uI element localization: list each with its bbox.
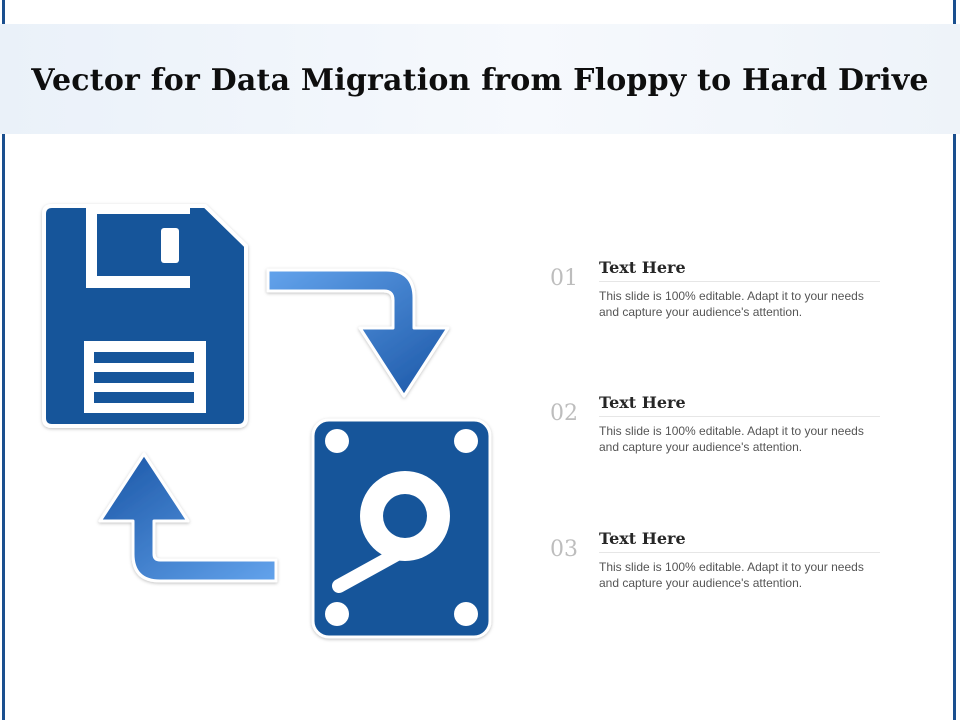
item-heading: Text Here	[599, 258, 686, 277]
item-description: This slide is 100% editable. Adapt it to your needs and capture your audience's attention.	[599, 560, 864, 590]
item-description: This slide is 100% editable. Adapt it to your needs and capture your audience's attention.	[599, 424, 864, 454]
item-number: 02	[550, 401, 578, 426]
item-number: 03	[550, 537, 578, 562]
item-number: 01	[550, 266, 578, 291]
hard-drive-icon	[313, 420, 490, 637]
item-heading: Text Here	[599, 393, 686, 412]
item-heading: Text Here	[599, 529, 686, 548]
floppy-disk-icon	[44, 206, 246, 426]
item-description: This slide is 100% editable. Adapt it to your needs and capture your audience's attention.	[599, 289, 864, 319]
item-divider	[599, 552, 880, 553]
arrow-down-right-icon	[268, 270, 448, 396]
item-divider	[599, 416, 880, 417]
slide-title: Vector for Data Migration from Floppy to Hard Drive	[31, 63, 929, 98]
item-divider	[599, 281, 880, 282]
arrow-up-left-icon	[100, 454, 276, 581]
